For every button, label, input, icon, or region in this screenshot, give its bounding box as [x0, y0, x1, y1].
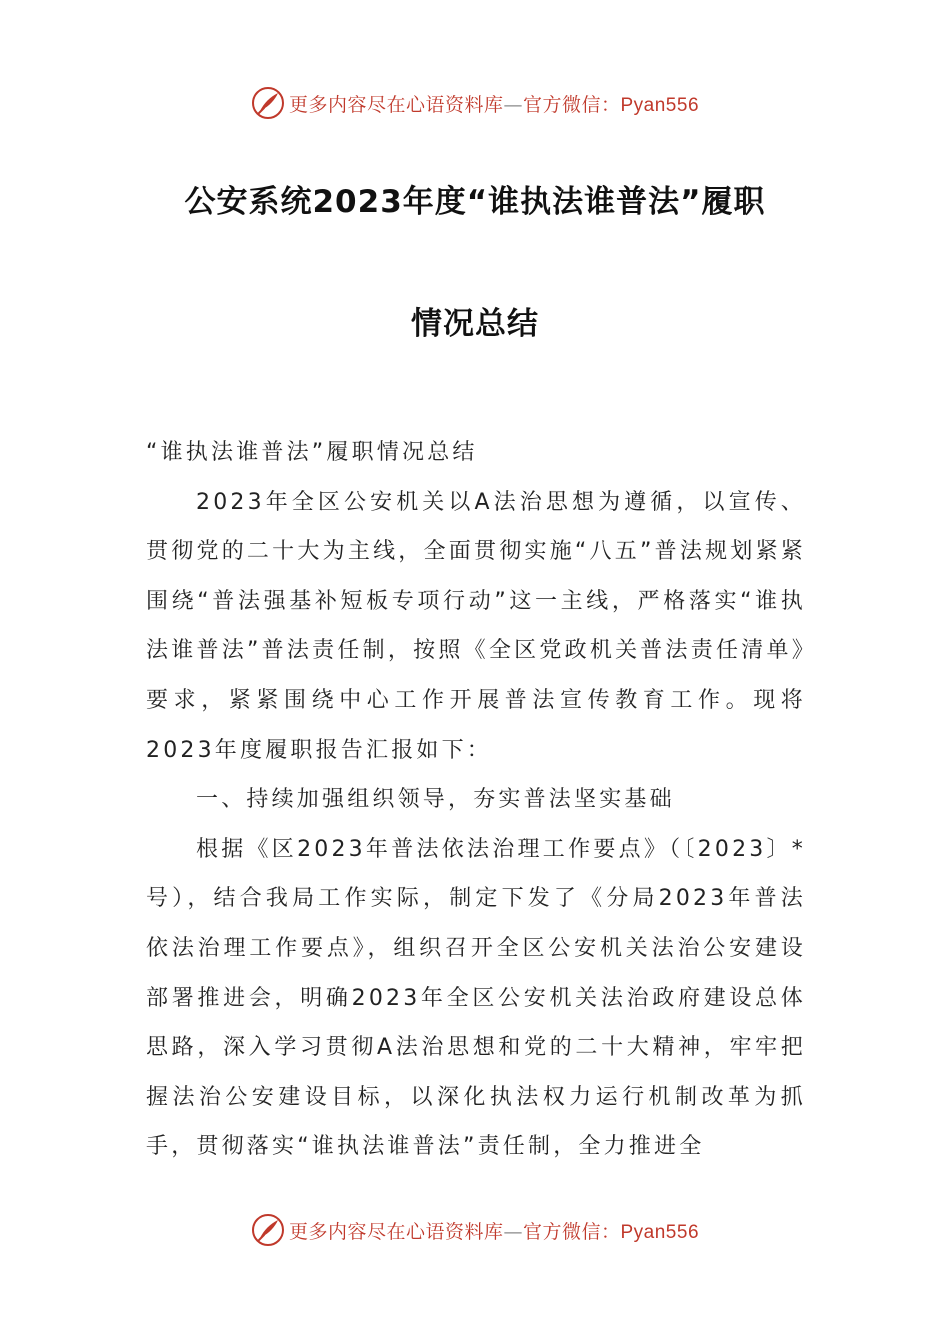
watermark-dash: —	[503, 1220, 523, 1243]
body-paragraph: 根据《区2023年普法依法治理工作要点》（〔2023〕*号），结合我局工作实际，制定下发了《分局2023年普法依法治理工作要点》，组织召开全区公安机关法治公安建设部署推进会，明确2023年全区公安机关法治政府建设总体思路，深入学习贯彻A法治思想和党的二十大精神，牢牢把握法治公安建设目标，以深化执法权力运行机制改革为抓手，贯彻落实“谁执法谁普法”责任制，全力推进全	[146, 836, 806, 1160]
body-subtitle: “谁执法谁普法”履职情况总结	[146, 440, 478, 465]
watermark-brand: 更多内容尽在心语资料库	[288, 1220, 504, 1243]
watermark-contact-id: Pyan556	[620, 94, 700, 116]
document-title-line-2: 情况总结	[411, 306, 539, 342]
body-paragraph: 2023年全区公安机关以A法治思想为遵循，以宣传、贯彻党的二十大为主线，全面贯彻实施“八五”普法规划紧紧围绕“普法强基补短板专项行动”这一主线，严格落实“谁执法谁普法”普法责任制，按照《全区党政机关普法责任清单》要求，紧紧围绕中心工作开展普法宣传教育工作。现将2023年度履职报告汇报如下：	[146, 489, 806, 763]
quill-pen-logo-icon	[251, 86, 285, 120]
watermark-header	[0, 83, 950, 123]
watermark-text	[289, 90, 699, 117]
watermark-brand: 更多内容尽在心语资料库	[288, 93, 504, 116]
watermark-dash: —	[503, 93, 523, 116]
watermark-text	[289, 1217, 699, 1244]
watermark-footer	[0, 1210, 950, 1250]
document-body	[146, 428, 806, 1172]
section-heading: 一、持续加强组织领导，夯实普法坚实基础	[196, 787, 675, 813]
quill-pen-logo-icon	[251, 1213, 285, 1247]
watermark-contact-id: Pyan556	[620, 1221, 700, 1243]
watermark-contact-label: 官方微信：	[522, 1220, 621, 1243]
document-title-line-1: 公安系统2023年度“谁执法谁普法”履职	[184, 184, 766, 220]
watermark-contact-label: 官方微信：	[522, 93, 621, 116]
